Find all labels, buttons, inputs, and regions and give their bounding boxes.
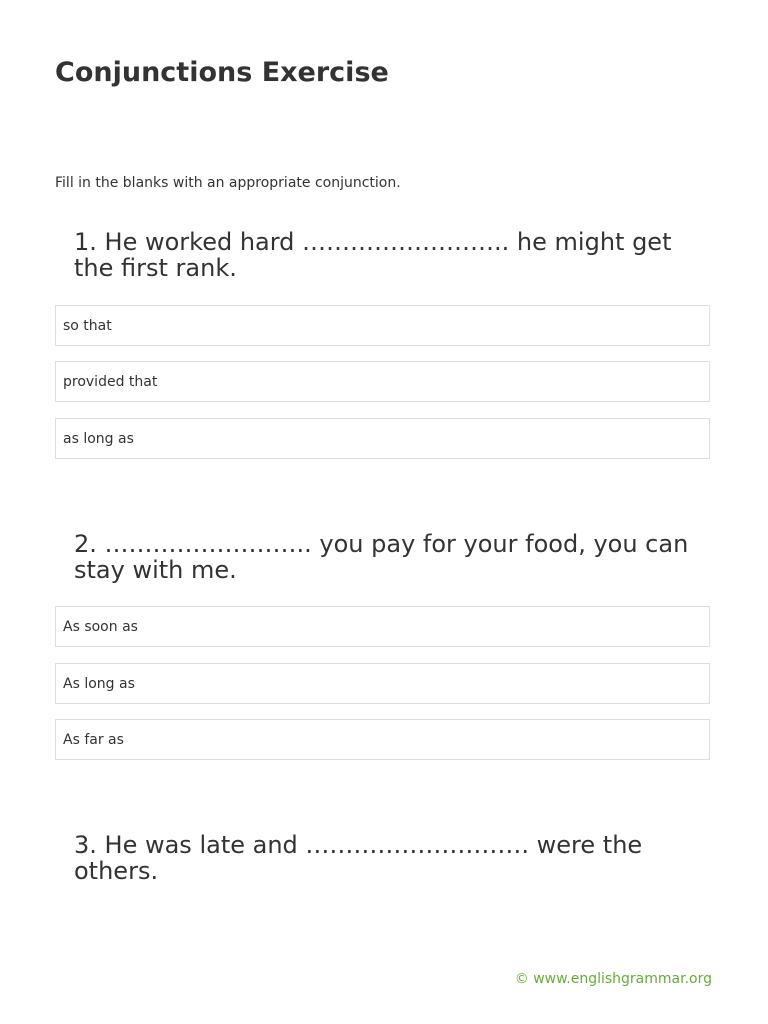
instructions-text: Fill in the blanks with an appropriate conjunction. <box>55 175 401 191</box>
question-2-text: 2. …………………….. you pay for your food, you can stay with me. <box>74 530 689 584</box>
question-2-option-as-soon-as[interactable]: As soon as <box>55 606 710 647</box>
question-1-option-so-that[interactable]: so that <box>55 305 710 346</box>
question-2-option-as-far-as[interactable]: As far as <box>55 719 710 760</box>
question-1-option-provided-that[interactable]: provided that <box>55 361 710 402</box>
question-3-text: 3. He was late and ………………………. were the others. <box>74 831 643 885</box>
question-1-option-as-long-as[interactable]: as long as <box>55 418 710 459</box>
page-title: Conjunctions Exercise <box>55 57 389 88</box>
question-1-text: 1. He worked hard …………………….. he might get the first rank. <box>74 228 672 282</box>
question-2-option-as-long-as[interactable]: As long as <box>55 663 710 704</box>
footer-site-link[interactable]: © www.englishgrammar.org <box>514 971 712 987</box>
